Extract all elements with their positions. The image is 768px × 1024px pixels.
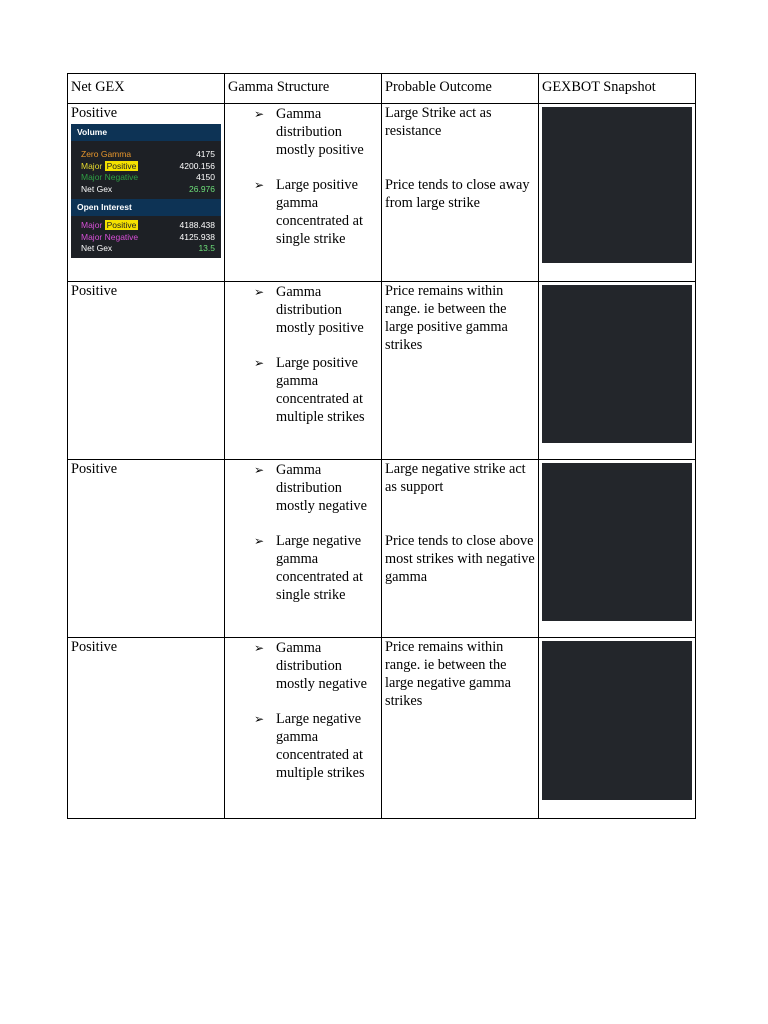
gamma-structure-list: [228, 283, 378, 426]
net-gex-volume-value: 26.976: [189, 183, 215, 194]
arrow-bullet-icon: ➢: [254, 463, 265, 477]
oi-major-positive-value: 4188.438: [179, 220, 215, 230]
outcome-text: Price remains within range. ie between the large negative gamma strikes: [385, 639, 511, 709]
net-gex-cell: [68, 638, 225, 819]
major-positive-value: 4200.156: [179, 160, 215, 171]
gexbot-chart-positive-multiple: [542, 285, 692, 443]
open-interest-title: Open Interest: [71, 199, 221, 216]
net-gex-cell: [68, 282, 225, 460]
oi-net-gex-value: 13.5: [198, 243, 215, 253]
panel-row: [71, 243, 221, 255]
gamma-structure-cell: [225, 638, 382, 819]
arrow-bullet-icon: ➢: [254, 107, 265, 121]
oi-major-negative-value: 4125.938: [179, 231, 215, 242]
arrow-bullet-icon: ➢: [254, 641, 265, 655]
table-header-row: [68, 74, 696, 104]
probable-outcome-cell: [382, 638, 539, 819]
gamma-structure-cell: [225, 460, 382, 638]
outcome-text: Price tends to close above most strikes with negative gamma: [385, 533, 535, 585]
panel-row: [71, 161, 221, 173]
oi-major-label: Major: [81, 220, 103, 230]
list-item: ➢ Gamma distribution mostly positive: [254, 284, 364, 336]
outcome-text: Large negative strike act as support: [385, 461, 526, 495]
header-gexbot-snapshot: GEXBOT Snapshot: [539, 74, 696, 104]
list-item: ➢ Large negative gamma concentrated at single strike: [254, 533, 363, 603]
volume-panel: [71, 124, 221, 258]
panel-row: [71, 172, 221, 184]
zero-gamma-label: Zero Gamma: [81, 149, 132, 159]
probable-outcome-cell: [382, 104, 539, 282]
major-label: Major: [81, 160, 103, 171]
outcome-text: Large Strike act as resistance: [385, 105, 492, 139]
snapshot-cell: [539, 460, 696, 638]
outcome-text: Price remains within range. ie between the large positive gamma strikes: [385, 283, 508, 353]
gamma-structure-cell: [225, 104, 382, 282]
list-item: ➢ Gamma distribution mostly negative: [254, 640, 367, 692]
net-gex-cell: [68, 460, 225, 638]
major-negative-label: Major Negative: [81, 172, 139, 182]
gexbot-chart-negative-multiple: [542, 641, 692, 800]
snapshot-cell: [539, 104, 696, 282]
snapshot-cell: [539, 282, 696, 460]
table-row: [68, 460, 696, 638]
gexbot-chart-negative-single: [542, 463, 692, 621]
panel-row: [71, 184, 221, 196]
net-gex-cell: [68, 104, 225, 282]
arrow-bullet-icon: ➢: [254, 356, 265, 370]
list-item: ➢ Large positive gamma concentrated at single strike: [254, 177, 363, 247]
arrow-bullet-icon: ➢: [254, 285, 265, 299]
panel-row: [71, 220, 221, 232]
probable-outcome-cell: [382, 460, 539, 638]
gamma-structure-list: [228, 105, 378, 248]
header-gamma-structure: Gamma Structure: [225, 74, 382, 104]
net-gex-value: Positive: [71, 461, 118, 477]
arrow-bullet-icon: ➢: [254, 178, 265, 192]
list-item: ➢ Large positive gamma concentrated at multiple strikes: [254, 355, 365, 425]
header-probable-outcome: Probable Outcome: [382, 74, 539, 104]
gamma-structure-list: [228, 461, 378, 604]
gexbot-chart-positive-single: [542, 107, 692, 263]
list-item: ➢ Gamma distribution mostly negative: [254, 462, 367, 514]
arrow-bullet-icon: ➢: [254, 712, 265, 726]
volume-title: Volume: [71, 124, 221, 141]
list-item: ➢ Large negative gamma concentrated at multiple strikes: [254, 711, 365, 781]
zero-gamma-value: 4175: [196, 149, 215, 159]
net-gex-value: Positive: [71, 639, 118, 655]
table-row: [68, 282, 696, 460]
outcome-text: Price tends to close away from large strike: [385, 177, 530, 211]
table-row: [68, 638, 696, 819]
panel-row: [71, 149, 221, 161]
oi-positive-tag: Positive: [106, 220, 137, 230]
gamma-structure-list: [228, 639, 378, 782]
positive-tag: Positive: [106, 160, 137, 171]
arrow-bullet-icon: ➢: [254, 534, 265, 548]
list-item: ➢ Gamma distribution mostly positive: [254, 106, 364, 158]
gamma-structure-cell: [225, 282, 382, 460]
panel-row: [71, 232, 221, 244]
header-net-gex: Net GEX: [68, 74, 225, 104]
table-row: [68, 104, 696, 282]
net-gex-label: Net Gex: [81, 183, 113, 194]
net-gex-value: Positive: [71, 283, 118, 299]
oi-net-gex-label: Net Gex: [81, 243, 113, 253]
probable-outcome-cell: [382, 282, 539, 460]
net-gex-value: Positive: [71, 105, 118, 121]
snapshot-cell: [539, 638, 696, 819]
major-negative-value: 4150: [196, 172, 215, 182]
gex-table: [67, 73, 696, 819]
oi-major-negative-label: Major Negative: [81, 231, 139, 242]
